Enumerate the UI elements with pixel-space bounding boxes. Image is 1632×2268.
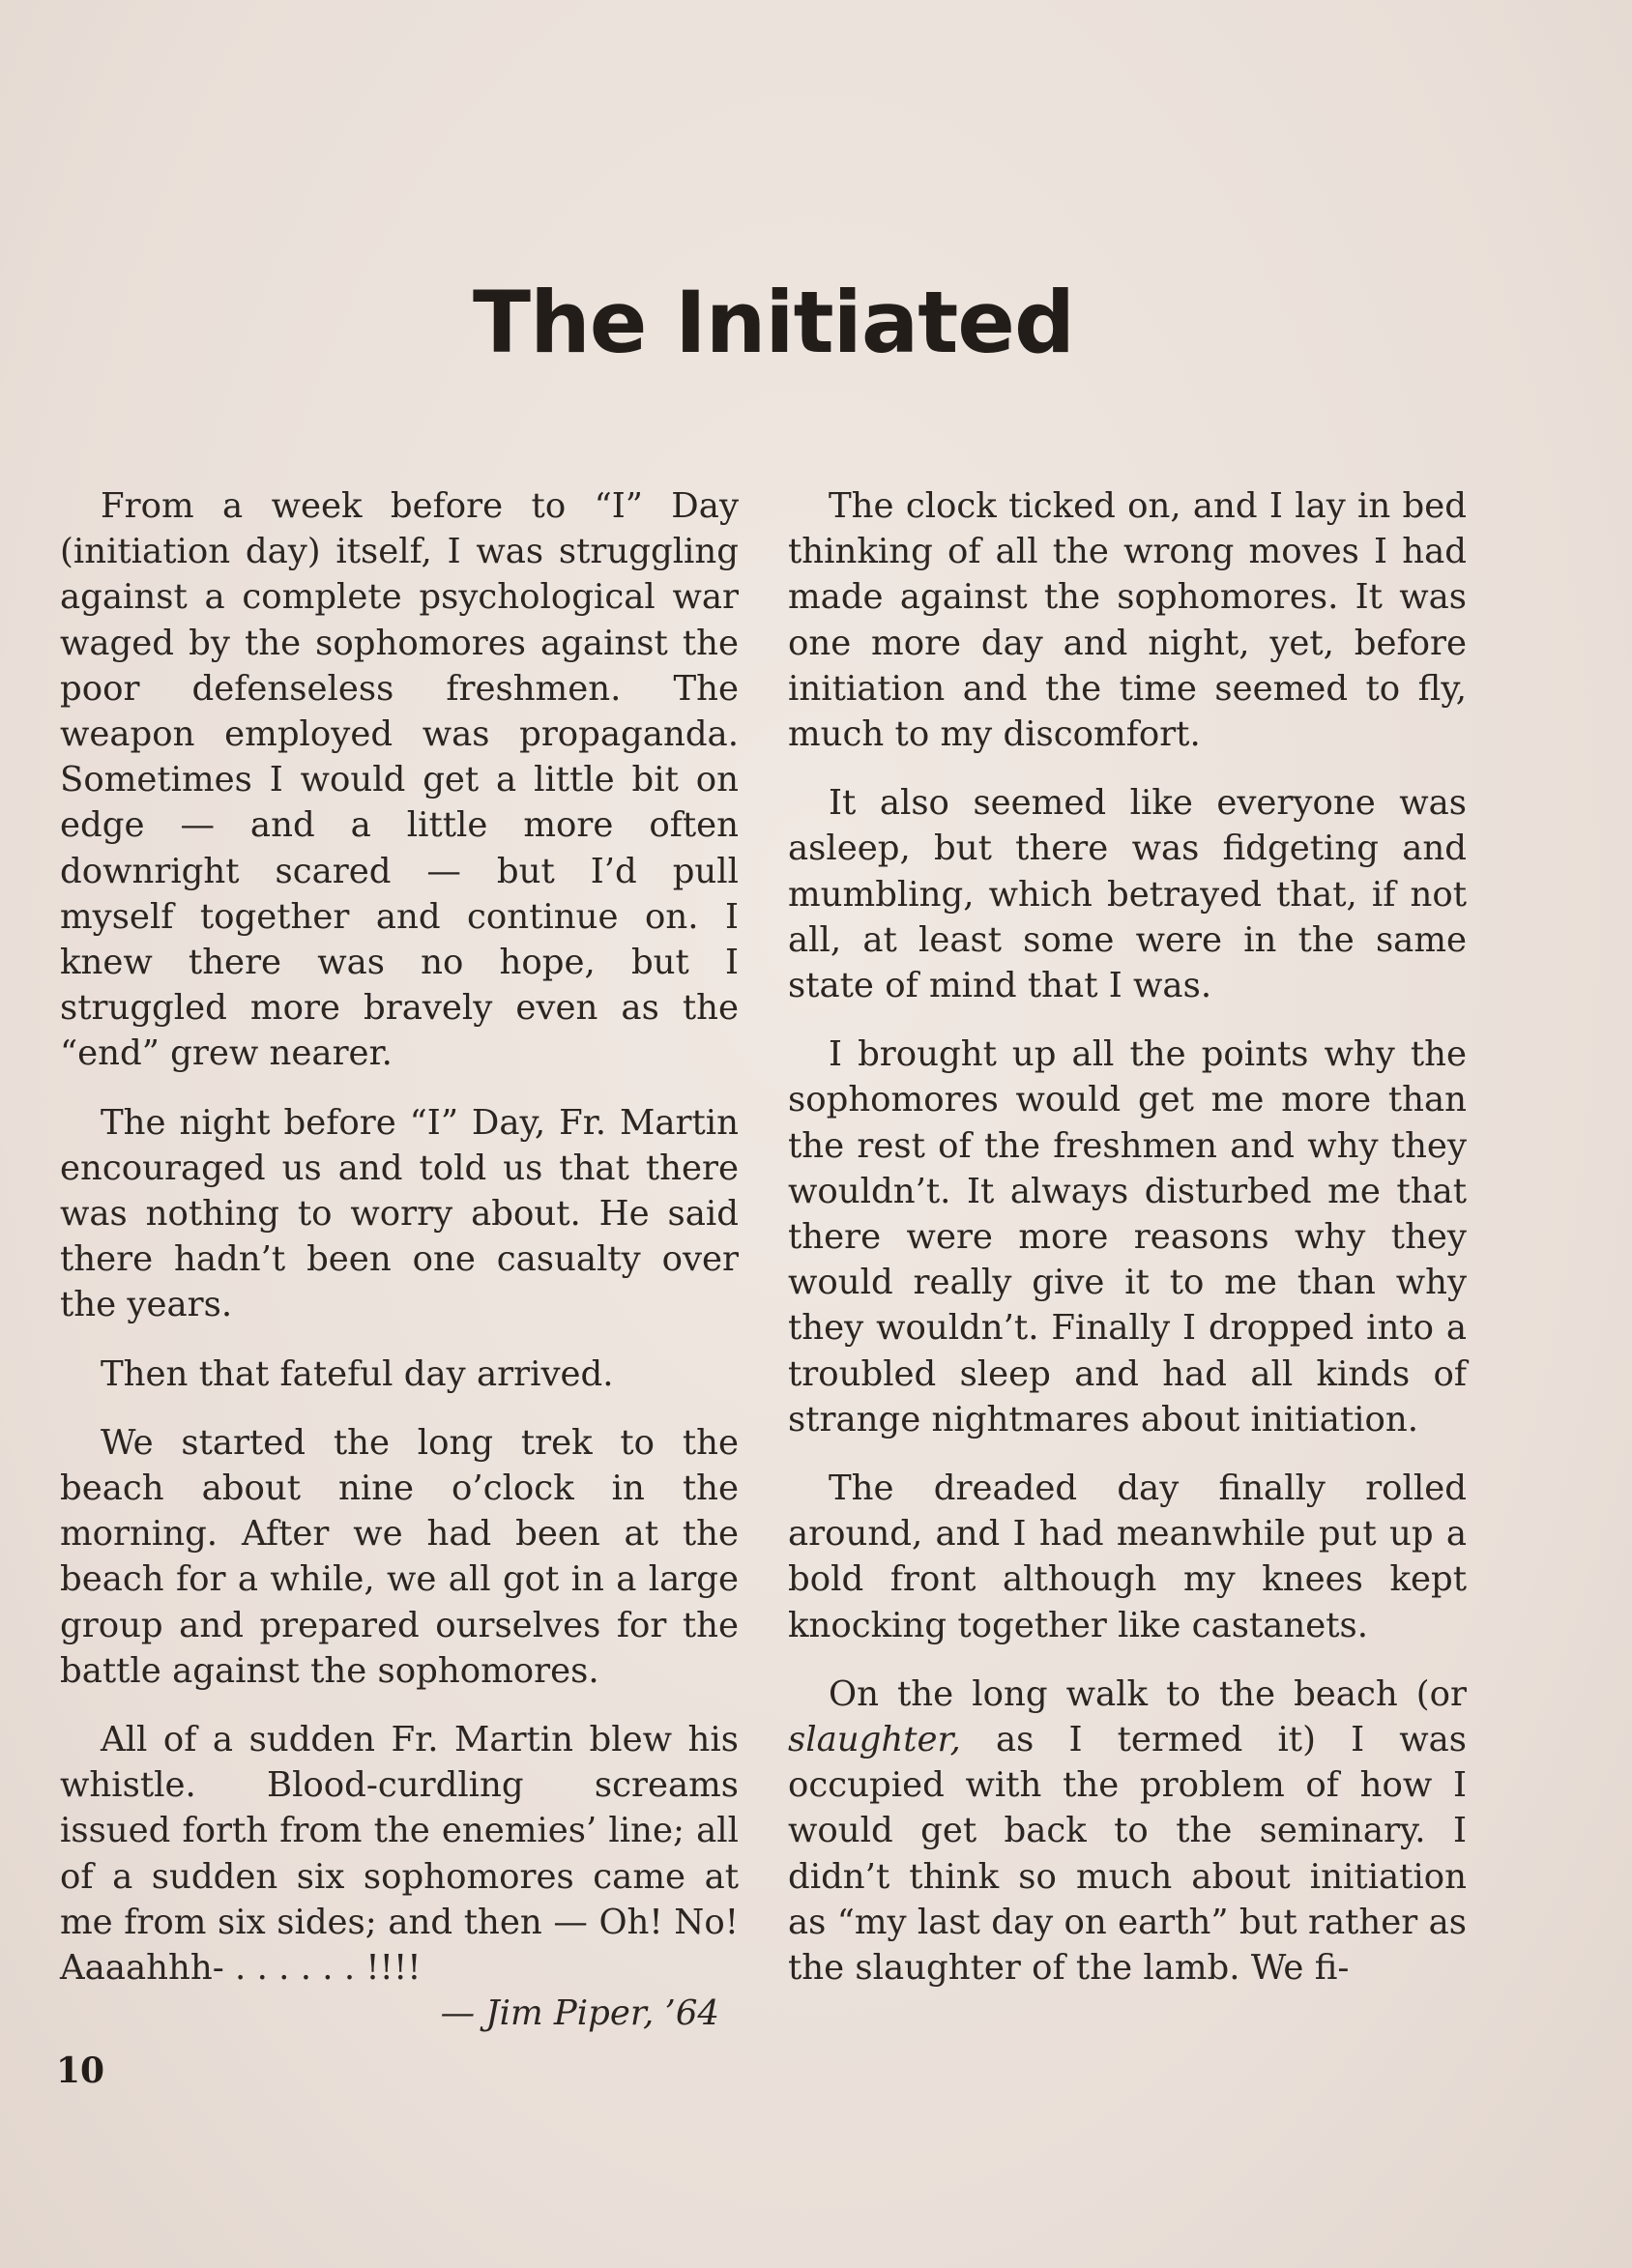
right-column [788, 483, 1467, 2014]
paragraph: All of a sudden Fr. Martin blew his whistle. Blood-curdling screams issued forth from the enemies’ line; all of a sudden six sophomores came at me from six sides; and then — Oh! No! Aaaahhh- . . . . . . !!!! [60, 1720, 739, 1989]
paragraph: From a week before to “I” Day (initiation day) itself, I was struggling against a complete psychological war waged by the sophomores against the poor defenseless freshmen. The weapon employed was propaganda. Sometimes I would get a little bit on edge — and a little more often downright scared — but I’d pull myself together and continue on. I knew there was no hope, but I struggled more bravely even as the “end” grew nearer. [60, 486, 739, 1074]
paragraph-continued [788, 1672, 1467, 1991]
paragraph: It also seemed like everyone was asleep, but there was fidgeting and mumbling, which betrayed that, if not all, at least some were in the same state of mind that I was. [788, 783, 1467, 1006]
page-number: 10 [56, 2050, 105, 2091]
paragraph: We started the long trek to the beach about nine o’clock in the morning. After we had been at the beach for a while, we all got in a large group and prepared ourselves for the battle against the sophomores. [60, 1422, 739, 1691]
paragraph: The dreaded day finally rolled around, and I had meanwhile put up a bold front although my knees kept knocking together like castanets. [788, 1468, 1467, 1645]
author-signature-text: — Jim Piper, ’64 [440, 1993, 719, 2034]
text-run: On the long walk to the beach (or [829, 1673, 1467, 1714]
left-column [60, 483, 739, 2037]
article-title: The Initiated [473, 273, 1074, 372]
paragraph: I brought up all the points why the sophomores would get me more than the rest of the freshmen and why they wouldn’t. It always disturbed me that there were more reasons why they would really give it to me than why they wouldn’t. Finally I dropped into a troubled sleep and had all kinds of strange nightmares about initiation. [788, 1034, 1467, 1439]
paragraph: Then that fateful day arrived. [101, 1353, 614, 1394]
author-signature [60, 1991, 739, 2036]
paragraph: The clock ticked on, and I lay in bed thinking of all the wrong moves I had made against the sophomores. It was one more day and night, yet, before initiation and the time seemed to fly, much to my discomfort. [788, 486, 1467, 755]
text-run: as I termed it) I was occupied with the problem of how I would get back to the seminary. I didn’t think so much about initiation as “my last day on earth” but rather as the slaughter of the lamb. We fi- [788, 1720, 1467, 1989]
emphasized-word: slaughter, [788, 1720, 961, 1760]
paragraph: The night before “I” Day, Fr. Martin encouraged us and told us that there was nothing to worry about. He said there hadn’t been one casualty over the years. [60, 1102, 739, 1325]
